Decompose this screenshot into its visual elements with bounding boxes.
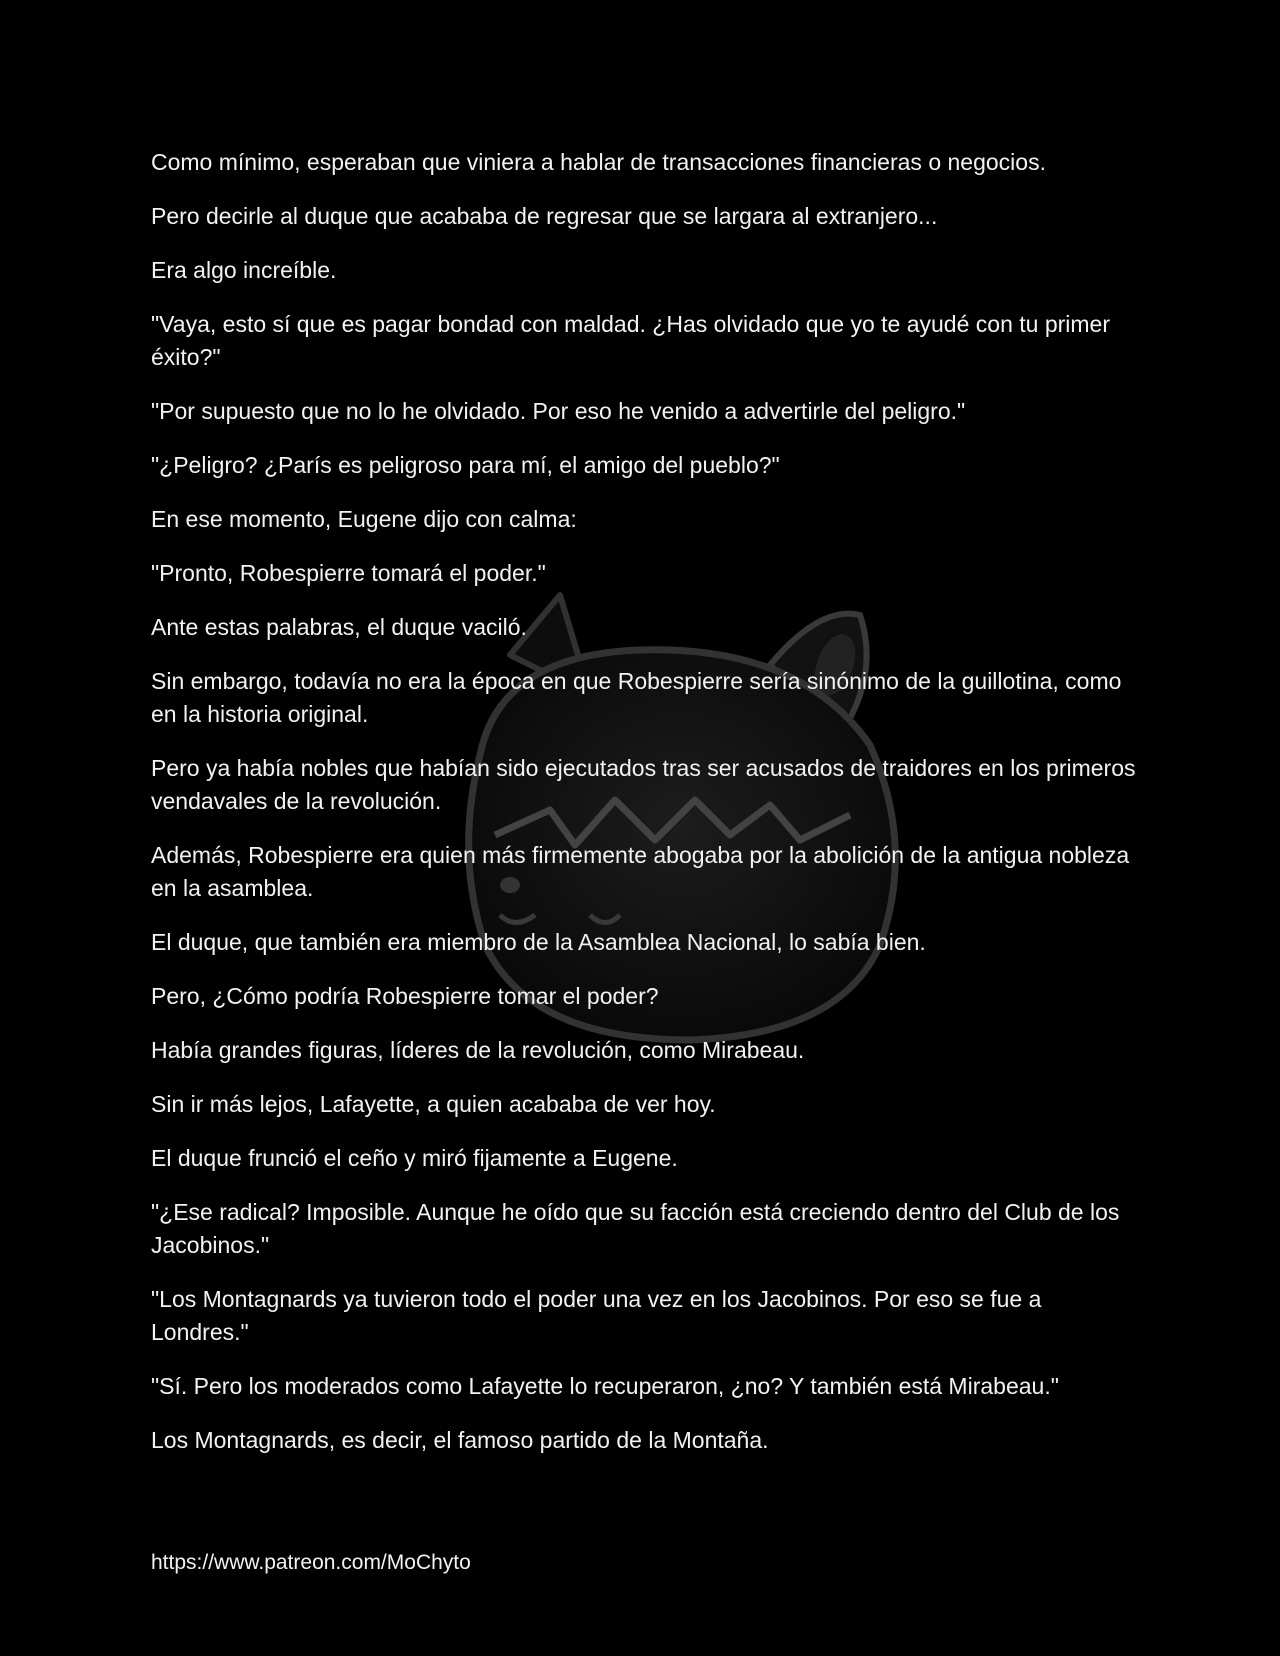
- paragraph: Sin embargo, todavía no era la época en que Robespierre sería sinónimo de la guillotina, como en la historia original.: [151, 668, 1122, 727]
- paragraph: Era algo increíble.: [151, 257, 337, 283]
- paragraph: "Vaya, esto sí que es pagar bondad con maldad. ¿Has olvidado que yo te ayudé con tu primer éxito?": [151, 311, 1110, 370]
- paragraph: Además, Robespierre era quien más firmemente abogaba por la abolición de la antigua nobleza en la asamblea.: [151, 842, 1130, 901]
- paragraph: Pero, ¿Cómo podría Robespierre tomar el poder?: [151, 983, 659, 1009]
- paragraph: Ante estas palabras, el duque vaciló.: [151, 614, 527, 640]
- patreon-link[interactable]: https://www.patreon.com/MoChyto: [151, 1551, 471, 1574]
- document-body: [151, 146, 1136, 1478]
- paragraph: "Sí. Pero los moderados como Lafayette lo recuperaron, ¿no? Y también está Mirabeau.": [151, 1373, 1059, 1399]
- paragraph: "Por supuesto que no lo he olvidado. Por eso he venido a advertirle del peligro.": [151, 398, 966, 424]
- paragraph: En ese momento, Eugene dijo con calma:: [151, 506, 577, 532]
- paragraph: Los Montagnards, es decir, el famoso partido de la Montaña.: [151, 1427, 769, 1453]
- paragraph: Como mínimo, esperaban que viniera a hablar de transacciones financieras o negocios.: [151, 149, 1046, 175]
- paragraph: Pero decirle al duque que acababa de regresar que se largara al extranjero...: [151, 203, 938, 229]
- paragraph: Pero ya había nobles que habían sido ejecutados tras ser acusados de traidores en los primeros vendavales de la revolución.: [151, 755, 1136, 814]
- paragraph: "Pronto, Robespierre tomará el poder.": [151, 560, 546, 586]
- paragraph: Sin ir más lejos, Lafayette, a quien acababa de ver hoy.: [151, 1091, 716, 1117]
- paragraph: "¿Ese radical? Imposible. Aunque he oído que su facción está creciendo dentro del Club de los Jacobinos.": [151, 1199, 1120, 1258]
- paragraph: El duque frunció el ceño y miró fijamente a Eugene.: [151, 1145, 678, 1171]
- paragraph: "Los Montagnards ya tuvieron todo el poder una vez en los Jacobinos. Por eso se fue a Londres.": [151, 1286, 1042, 1345]
- paragraph: El duque, que también era miembro de la Asamblea Nacional, lo sabía bien.: [151, 929, 926, 955]
- paragraph: "¿Peligro? ¿París es peligroso para mí, el amigo del pueblo?": [151, 452, 780, 478]
- paragraph: Había grandes figuras, líderes de la revolución, como Mirabeau.: [151, 1037, 805, 1063]
